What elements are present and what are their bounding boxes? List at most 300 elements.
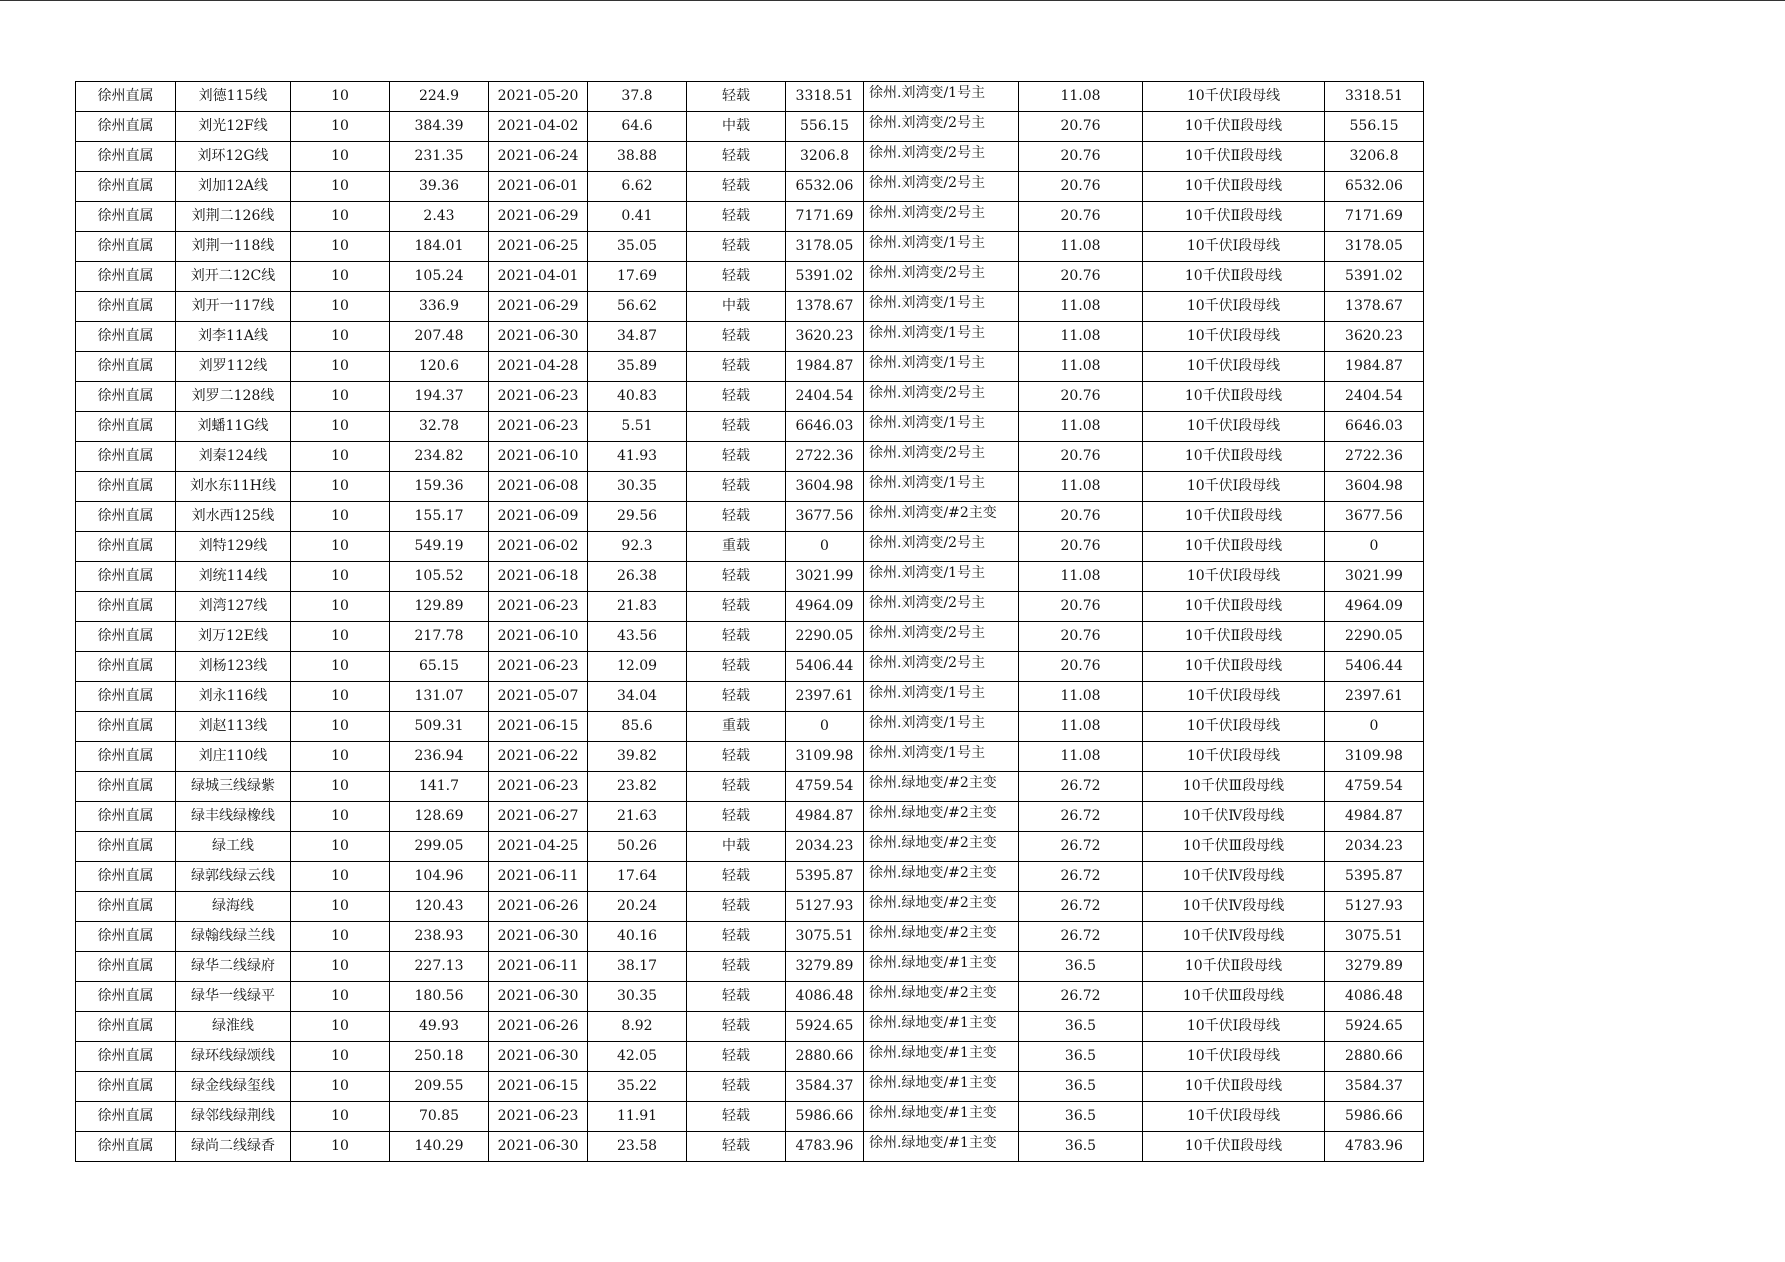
cell-load: 轻载 — [687, 622, 786, 652]
cell-region: 徐州直属 — [76, 682, 176, 712]
cell-rate: 23.82 — [588, 772, 687, 802]
table-row — [76, 562, 1424, 592]
cell-margin2: 6532.06 — [1325, 172, 1424, 202]
cell-line: 绿华二线绿府 — [176, 952, 291, 982]
cell-margin2: 4759.54 — [1325, 772, 1424, 802]
cell-margin2: 2290.05 — [1325, 622, 1424, 652]
cell-current: 39.36 — [390, 172, 489, 202]
cell-margin: 3021.99 — [786, 562, 864, 592]
cell-current: 194.37 — [390, 382, 489, 412]
cell-voltage: 10 — [291, 1132, 390, 1162]
cell-transformer: 徐州.刘湾变/1号主 — [864, 232, 1019, 262]
table-row — [76, 532, 1424, 562]
cell-margin: 5395.87 — [786, 862, 864, 892]
cell-margin: 4984.87 — [786, 802, 864, 832]
cell-line: 刘加12A线 — [176, 172, 291, 202]
cell-bus: 10千伏Ⅳ段母线 — [1143, 862, 1325, 892]
cell-capacity: 20.76 — [1019, 382, 1143, 412]
cell-margin: 2722.36 — [786, 442, 864, 472]
cell-rate: 50.26 — [588, 832, 687, 862]
cell-bus: 10千伏Ⅰ段母线 — [1143, 1012, 1325, 1042]
cell-voltage: 10 — [291, 922, 390, 952]
cell-margin2: 5395.87 — [1325, 862, 1424, 892]
cell-capacity: 20.76 — [1019, 652, 1143, 682]
cell-transformer: 徐州.刘湾变/1号主 — [864, 352, 1019, 382]
cell-capacity: 11.08 — [1019, 682, 1143, 712]
cell-margin: 4759.54 — [786, 772, 864, 802]
cell-capacity: 11.08 — [1019, 712, 1143, 742]
cell-load: 轻载 — [687, 1042, 786, 1072]
cell-region: 徐州直属 — [76, 202, 176, 232]
cell-load: 轻载 — [687, 982, 786, 1012]
cell-margin2: 5986.66 — [1325, 1102, 1424, 1132]
cell-load: 轻载 — [687, 1132, 786, 1162]
cell-margin2: 3109.98 — [1325, 742, 1424, 772]
cell-rate: 17.64 — [588, 862, 687, 892]
cell-current: 207.48 — [390, 322, 489, 352]
table-row — [76, 1042, 1424, 1072]
cell-load: 轻载 — [687, 892, 786, 922]
cell-capacity: 36.5 — [1019, 1102, 1143, 1132]
cell-current: 129.89 — [390, 592, 489, 622]
cell-date: 2021-06-08 — [489, 472, 588, 502]
table-row — [76, 142, 1424, 172]
cell-current: 250.18 — [390, 1042, 489, 1072]
cell-load: 轻载 — [687, 922, 786, 952]
cell-bus: 10千伏Ⅳ段母线 — [1143, 892, 1325, 922]
cell-current: 140.29 — [390, 1132, 489, 1162]
cell-load: 轻载 — [687, 322, 786, 352]
cell-region: 徐州直属 — [76, 1042, 176, 1072]
cell-region: 徐州直属 — [76, 802, 176, 832]
cell-bus: 10千伏Ⅱ段母线 — [1143, 622, 1325, 652]
cell-margin: 2034.23 — [786, 832, 864, 862]
table-row — [76, 82, 1424, 112]
table-row — [76, 862, 1424, 892]
cell-capacity: 11.08 — [1019, 742, 1143, 772]
cell-date: 2021-06-10 — [489, 622, 588, 652]
cell-date: 2021-04-01 — [489, 262, 588, 292]
cell-voltage: 10 — [291, 1042, 390, 1072]
cell-margin2: 2404.54 — [1325, 382, 1424, 412]
cell-load: 轻载 — [687, 652, 786, 682]
cell-transformer: 徐州.刘湾变/2号主 — [864, 112, 1019, 142]
cell-rate: 34.04 — [588, 682, 687, 712]
cell-voltage: 10 — [291, 592, 390, 622]
cell-bus: 10千伏Ⅰ段母线 — [1143, 292, 1325, 322]
cell-voltage: 10 — [291, 172, 390, 202]
cell-line: 绿丰线绿橡线 — [176, 802, 291, 832]
cell-voltage: 10 — [291, 292, 390, 322]
cell-region: 徐州直属 — [76, 982, 176, 1012]
cell-current: 180.56 — [390, 982, 489, 1012]
cell-region: 徐州直属 — [76, 172, 176, 202]
cell-date: 2021-06-25 — [489, 232, 588, 262]
cell-margin2: 5924.65 — [1325, 1012, 1424, 1042]
cell-load: 重载 — [687, 712, 786, 742]
cell-line: 刘万12E线 — [176, 622, 291, 652]
cell-rate: 38.17 — [588, 952, 687, 982]
cell-bus: 10千伏Ⅱ段母线 — [1143, 202, 1325, 232]
cell-voltage: 10 — [291, 142, 390, 172]
cell-region: 徐州直属 — [76, 262, 176, 292]
cell-bus: 10千伏Ⅱ段母线 — [1143, 1072, 1325, 1102]
cell-capacity: 11.08 — [1019, 322, 1143, 352]
cell-region: 徐州直属 — [76, 1132, 176, 1162]
cell-date: 2021-06-30 — [489, 1132, 588, 1162]
cell-margin2: 3677.56 — [1325, 502, 1424, 532]
cell-voltage: 10 — [291, 412, 390, 442]
cell-line: 刘秦124线 — [176, 442, 291, 472]
cell-bus: 10千伏Ⅰ段母线 — [1143, 232, 1325, 262]
cell-capacity: 26.72 — [1019, 862, 1143, 892]
cell-load: 轻载 — [687, 1012, 786, 1042]
cell-current: 2.43 — [390, 202, 489, 232]
cell-date: 2021-06-30 — [489, 982, 588, 1012]
cell-voltage: 10 — [291, 712, 390, 742]
cell-capacity: 11.08 — [1019, 472, 1143, 502]
cell-load: 轻载 — [687, 1072, 786, 1102]
cell-margin2: 0 — [1325, 712, 1424, 742]
cell-rate: 40.16 — [588, 922, 687, 952]
cell-date: 2021-06-30 — [489, 922, 588, 952]
cell-current: 236.94 — [390, 742, 489, 772]
cell-line: 绿华一线绿平 — [176, 982, 291, 1012]
cell-date: 2021-06-15 — [489, 712, 588, 742]
table-row — [76, 1102, 1424, 1132]
table-row — [76, 352, 1424, 382]
cell-rate: 8.92 — [588, 1012, 687, 1042]
cell-transformer: 徐州.刘湾变/2号主 — [864, 172, 1019, 202]
cell-margin: 6646.03 — [786, 412, 864, 442]
cell-rate: 37.8 — [588, 82, 687, 112]
cell-current: 184.01 — [390, 232, 489, 262]
table-row — [76, 1132, 1424, 1162]
cell-load: 中载 — [687, 112, 786, 142]
cell-line: 刘罗112线 — [176, 352, 291, 382]
cell-rate: 43.56 — [588, 622, 687, 652]
cell-region: 徐州直属 — [76, 742, 176, 772]
cell-date: 2021-04-02 — [489, 112, 588, 142]
cell-transformer: 徐州.刘湾变/2号主 — [864, 532, 1019, 562]
cell-date: 2021-06-26 — [489, 1012, 588, 1042]
cell-transformer: 徐州.刘湾变/1号主 — [864, 562, 1019, 592]
table-body — [76, 82, 1424, 1162]
cell-region: 徐州直属 — [76, 142, 176, 172]
table-row — [76, 232, 1424, 262]
table-row — [76, 472, 1424, 502]
cell-voltage: 10 — [291, 472, 390, 502]
cell-rate: 39.82 — [588, 742, 687, 772]
cell-bus: 10千伏Ⅲ段母线 — [1143, 772, 1325, 802]
cell-margin: 3178.05 — [786, 232, 864, 262]
cell-transformer: 徐州.绿地变/#2主变 — [864, 862, 1019, 892]
cell-bus: 10千伏Ⅲ段母线 — [1143, 832, 1325, 862]
cell-date: 2021-06-11 — [489, 862, 588, 892]
cell-load: 轻载 — [687, 682, 786, 712]
cell-bus: 10千伏Ⅱ段母线 — [1143, 142, 1325, 172]
cell-line: 绿工线 — [176, 832, 291, 862]
cell-line: 绿海线 — [176, 892, 291, 922]
cell-transformer: 徐州.绿地变/#2主变 — [864, 892, 1019, 922]
cell-voltage: 10 — [291, 862, 390, 892]
cell-bus: 10千伏Ⅰ段母线 — [1143, 682, 1325, 712]
cell-margin2: 2397.61 — [1325, 682, 1424, 712]
cell-transformer: 徐州.绿地变/#1主变 — [864, 1132, 1019, 1162]
cell-margin2: 3584.37 — [1325, 1072, 1424, 1102]
cell-current: 65.15 — [390, 652, 489, 682]
cell-load: 轻载 — [687, 202, 786, 232]
cell-line: 刘水西125线 — [176, 502, 291, 532]
cell-region: 徐州直属 — [76, 652, 176, 682]
cell-current: 336.9 — [390, 292, 489, 322]
cell-region: 徐州直属 — [76, 622, 176, 652]
cell-date: 2021-06-11 — [489, 952, 588, 982]
cell-load: 轻载 — [687, 472, 786, 502]
cell-bus: 10千伏Ⅱ段母线 — [1143, 112, 1325, 142]
cell-voltage: 10 — [291, 232, 390, 262]
table-row — [76, 772, 1424, 802]
cell-load: 轻载 — [687, 862, 786, 892]
cell-region: 徐州直属 — [76, 382, 176, 412]
cell-margin2: 3206.8 — [1325, 142, 1424, 172]
table-row — [76, 712, 1424, 742]
cell-line: 刘开一117线 — [176, 292, 291, 322]
cell-margin2: 3075.51 — [1325, 922, 1424, 952]
cell-rate: 92.3 — [588, 532, 687, 562]
cell-voltage: 10 — [291, 442, 390, 472]
cell-rate: 85.6 — [588, 712, 687, 742]
cell-rate: 17.69 — [588, 262, 687, 292]
cell-line: 刘湾127线 — [176, 592, 291, 622]
cell-bus: 10千伏Ⅰ段母线 — [1143, 742, 1325, 772]
cell-current: 141.7 — [390, 772, 489, 802]
cell-capacity: 36.5 — [1019, 1072, 1143, 1102]
cell-rate: 21.83 — [588, 592, 687, 622]
cell-bus: 10千伏Ⅱ段母线 — [1143, 172, 1325, 202]
cell-margin2: 3620.23 — [1325, 322, 1424, 352]
cell-margin: 5391.02 — [786, 262, 864, 292]
cell-rate: 6.62 — [588, 172, 687, 202]
cell-margin: 5986.66 — [786, 1102, 864, 1132]
cell-transformer: 徐州.绿地变/#2主变 — [864, 832, 1019, 862]
cell-current: 227.13 — [390, 952, 489, 982]
cell-rate: 5.51 — [588, 412, 687, 442]
cell-date: 2021-06-15 — [489, 1072, 588, 1102]
cell-date: 2021-06-23 — [489, 382, 588, 412]
cell-margin: 3677.56 — [786, 502, 864, 532]
cell-transformer: 徐州.绿地变/#1主变 — [864, 1042, 1019, 1072]
cell-transformer: 徐州.刘湾变/1号主 — [864, 712, 1019, 742]
cell-bus: 10千伏Ⅰ段母线 — [1143, 352, 1325, 382]
cell-capacity: 36.5 — [1019, 1012, 1143, 1042]
cell-margin2: 3178.05 — [1325, 232, 1424, 262]
cell-margin: 556.15 — [786, 112, 864, 142]
cell-load: 轻载 — [687, 562, 786, 592]
table-row — [76, 832, 1424, 862]
cell-rate: 64.6 — [588, 112, 687, 142]
cell-bus: 10千伏Ⅰ段母线 — [1143, 562, 1325, 592]
cell-rate: 34.87 — [588, 322, 687, 352]
cell-region: 徐州直属 — [76, 712, 176, 742]
cell-region: 徐州直属 — [76, 442, 176, 472]
cell-margin2: 1378.67 — [1325, 292, 1424, 322]
cell-region: 徐州直属 — [76, 772, 176, 802]
cell-margin: 4086.48 — [786, 982, 864, 1012]
cell-region: 徐州直属 — [76, 532, 176, 562]
cell-margin2: 3021.99 — [1325, 562, 1424, 592]
table-row — [76, 952, 1424, 982]
cell-voltage: 10 — [291, 532, 390, 562]
cell-region: 徐州直属 — [76, 412, 176, 442]
cell-current: 105.24 — [390, 262, 489, 292]
table-row — [76, 592, 1424, 622]
cell-line: 绿淮线 — [176, 1012, 291, 1042]
cell-date: 2021-06-23 — [489, 772, 588, 802]
cell-transformer: 徐州.刘湾变/2号主 — [864, 442, 1019, 472]
cell-line: 刘水东11H线 — [176, 472, 291, 502]
cell-current: 131.07 — [390, 682, 489, 712]
cell-current: 238.93 — [390, 922, 489, 952]
cell-margin: 2880.66 — [786, 1042, 864, 1072]
cell-margin2: 2722.36 — [1325, 442, 1424, 472]
cell-margin: 0 — [786, 532, 864, 562]
cell-rate: 41.93 — [588, 442, 687, 472]
cell-capacity: 11.08 — [1019, 232, 1143, 262]
cell-margin2: 5391.02 — [1325, 262, 1424, 292]
cell-current: 70.85 — [390, 1102, 489, 1132]
cell-transformer: 徐州.刘湾变/1号主 — [864, 292, 1019, 322]
cell-voltage: 10 — [291, 652, 390, 682]
cell-line: 刘荆二126线 — [176, 202, 291, 232]
cell-line: 刘特129线 — [176, 532, 291, 562]
cell-bus: 10千伏Ⅳ段母线 — [1143, 802, 1325, 832]
cell-voltage: 10 — [291, 952, 390, 982]
cell-load: 轻载 — [687, 1102, 786, 1132]
cell-line: 绿邻线绿荆线 — [176, 1102, 291, 1132]
cell-capacity: 26.72 — [1019, 832, 1143, 862]
cell-bus: 10千伏Ⅰ段母线 — [1143, 712, 1325, 742]
cell-load: 轻载 — [687, 352, 786, 382]
cell-load: 轻载 — [687, 262, 786, 292]
cell-region: 徐州直属 — [76, 832, 176, 862]
cell-load: 轻载 — [687, 142, 786, 172]
cell-margin: 7171.69 — [786, 202, 864, 232]
cell-capacity: 26.72 — [1019, 892, 1143, 922]
cell-line: 刘赵113线 — [176, 712, 291, 742]
cell-transformer: 徐州.刘湾变/2号主 — [864, 262, 1019, 292]
cell-voltage: 10 — [291, 892, 390, 922]
cell-load: 轻载 — [687, 442, 786, 472]
cell-margin: 2397.61 — [786, 682, 864, 712]
cell-margin: 3620.23 — [786, 322, 864, 352]
cell-margin2: 4984.87 — [1325, 802, 1424, 832]
cell-date: 2021-05-20 — [489, 82, 588, 112]
cell-capacity: 20.76 — [1019, 172, 1143, 202]
cell-voltage: 10 — [291, 682, 390, 712]
cell-voltage: 10 — [291, 562, 390, 592]
cell-date: 2021-06-23 — [489, 652, 588, 682]
cell-date: 2021-06-22 — [489, 742, 588, 772]
cell-margin2: 2034.23 — [1325, 832, 1424, 862]
cell-margin2: 6646.03 — [1325, 412, 1424, 442]
cell-load: 轻载 — [687, 172, 786, 202]
cell-current: 104.96 — [390, 862, 489, 892]
cell-capacity: 20.76 — [1019, 532, 1143, 562]
cell-line: 刘荆一118线 — [176, 232, 291, 262]
cell-transformer: 徐州.绿地变/#1主变 — [864, 1012, 1019, 1042]
cell-margin: 4783.96 — [786, 1132, 864, 1162]
cell-date: 2021-06-23 — [489, 412, 588, 442]
cell-rate: 0.41 — [588, 202, 687, 232]
cell-capacity: 11.08 — [1019, 82, 1143, 112]
cell-date: 2021-06-26 — [489, 892, 588, 922]
cell-transformer: 徐州.刘湾变/1号主 — [864, 742, 1019, 772]
cell-capacity: 20.76 — [1019, 442, 1143, 472]
cell-line: 刘德115线 — [176, 82, 291, 112]
feeder-load-table — [75, 81, 1424, 1162]
cell-margin: 3604.98 — [786, 472, 864, 502]
cell-load: 轻载 — [687, 772, 786, 802]
cell-capacity: 36.5 — [1019, 1042, 1143, 1072]
cell-capacity: 20.76 — [1019, 502, 1143, 532]
cell-current: 159.36 — [390, 472, 489, 502]
cell-transformer: 徐州.刘湾变/2号主 — [864, 622, 1019, 652]
cell-date: 2021-04-28 — [489, 352, 588, 382]
cell-capacity: 11.08 — [1019, 352, 1143, 382]
cell-load: 轻载 — [687, 82, 786, 112]
cell-region: 徐州直属 — [76, 952, 176, 982]
cell-capacity: 20.76 — [1019, 622, 1143, 652]
cell-date: 2021-06-24 — [489, 142, 588, 172]
cell-capacity: 20.76 — [1019, 202, 1143, 232]
cell-transformer: 徐州.刘湾变/2号主 — [864, 592, 1019, 622]
cell-date: 2021-06-29 — [489, 202, 588, 232]
cell-margin2: 7171.69 — [1325, 202, 1424, 232]
cell-margin: 3584.37 — [786, 1072, 864, 1102]
table-row — [76, 382, 1424, 412]
cell-region: 徐州直属 — [76, 592, 176, 622]
cell-current: 120.6 — [390, 352, 489, 382]
cell-region: 徐州直属 — [76, 862, 176, 892]
cell-margin: 5406.44 — [786, 652, 864, 682]
cell-bus: 10千伏Ⅳ段母线 — [1143, 922, 1325, 952]
cell-bus: 10千伏Ⅰ段母线 — [1143, 1102, 1325, 1132]
cell-load: 重载 — [687, 532, 786, 562]
table-row — [76, 262, 1424, 292]
cell-load: 轻载 — [687, 232, 786, 262]
cell-rate: 56.62 — [588, 292, 687, 322]
cell-rate: 35.89 — [588, 352, 687, 382]
cell-load: 中载 — [687, 292, 786, 322]
cell-line: 刘李11A线 — [176, 322, 291, 352]
cell-load: 轻载 — [687, 412, 786, 442]
cell-line: 绿郭线绿云线 — [176, 862, 291, 892]
cell-capacity: 11.08 — [1019, 412, 1143, 442]
cell-region: 徐州直属 — [76, 1012, 176, 1042]
cell-current: 234.82 — [390, 442, 489, 472]
cell-line: 刘统114线 — [176, 562, 291, 592]
cell-region: 徐州直属 — [76, 922, 176, 952]
cell-margin: 5924.65 — [786, 1012, 864, 1042]
cell-load: 轻载 — [687, 802, 786, 832]
table-row — [76, 412, 1424, 442]
cell-margin: 3075.51 — [786, 922, 864, 952]
cell-transformer: 徐州.刘湾变/2号主 — [864, 382, 1019, 412]
cell-load: 轻载 — [687, 952, 786, 982]
cell-voltage: 10 — [291, 322, 390, 352]
cell-line: 刘杨123线 — [176, 652, 291, 682]
